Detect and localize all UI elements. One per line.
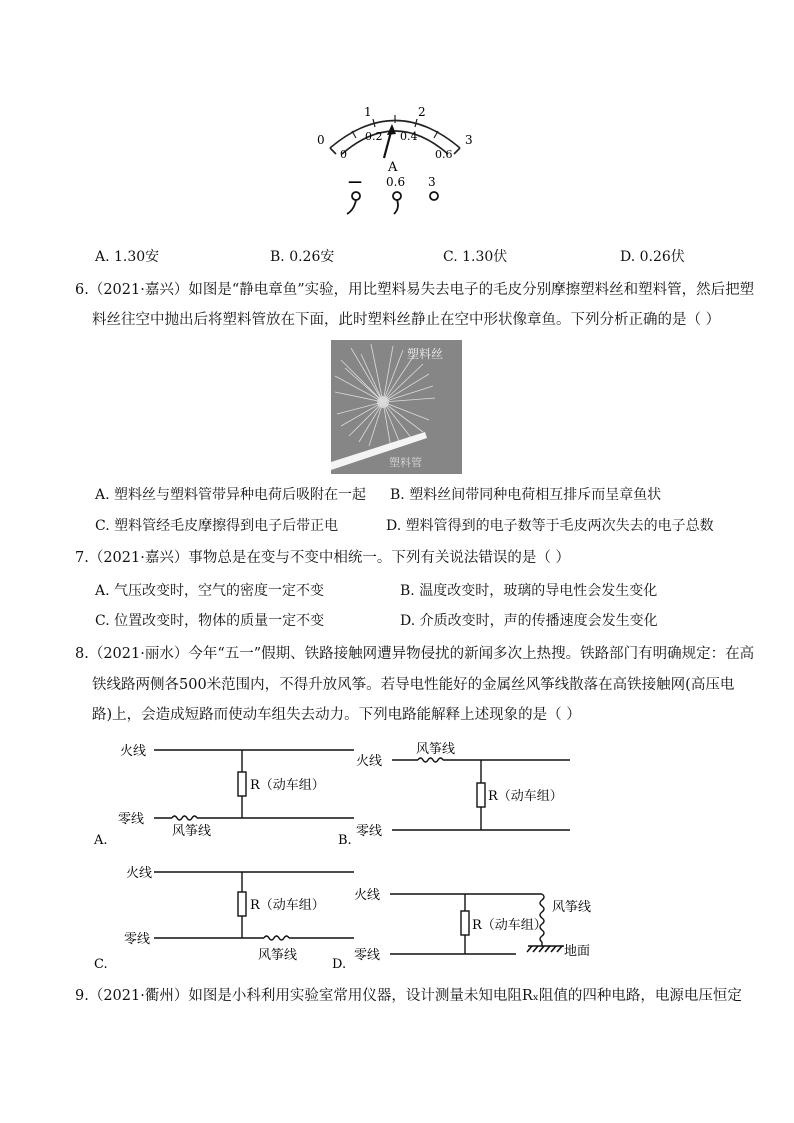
photo-label-plastic-thread: 塑料丝 — [407, 347, 444, 361]
q8-stem-line3: 路)上，会造成短路而使动车组失去动力。下列电路能解释上述现象的是（ ） — [92, 707, 581, 723]
circuit-a-live: 火线 — [120, 744, 147, 759]
circuit-d-live: 火线 — [354, 888, 381, 903]
circuit-a-neutral: 零线 — [118, 812, 145, 827]
q7-option-c[interactable]: C. 位置改变时，物体的质量一定不变 — [95, 613, 325, 629]
circuit-c-live: 火线 — [126, 866, 153, 881]
q8-stem-line1: 8.（2021·丽水）今年“五一”假期、铁路接触网遭异物侵扰的新闻多次上热搜。铁路部门有明确规定：在高 — [75, 646, 755, 662]
circuit-b — [336, 736, 576, 848]
q7-stem: 7.（2021·嘉兴）事物总是在变与不变中相统一。下列有关说法错误的是（ ） — [75, 550, 570, 566]
terminal-minus: — — [348, 174, 362, 190]
q9-stem-line1: 9.（2021·衢州）如图是小科利用实验室常用仪器，设计测量未知电阻Rₓ阻值的四种电路，电源电压恒定 — [75, 988, 742, 1004]
terminal-0-6: 0.6 — [386, 175, 406, 189]
bottom-scale-0: 0 — [340, 148, 347, 161]
circuit-c-resistor: R（动车组） — [250, 898, 325, 913]
q6-stem-line1: 6.（2021·嘉兴）如图是“静电章鱼”实验，用比塑料易失去电子的毛皮分别摩擦塑料丝和塑料管，然后把塑 — [75, 282, 755, 298]
q7-option-d[interactable]: D. 介质改变时，声的传播速度会发生变化 — [400, 613, 658, 629]
circuit-c-label: C. — [94, 957, 108, 972]
bottom-scale-2: 0.4 — [400, 130, 418, 143]
circuit-d-kite: 风筝线 — [552, 900, 592, 915]
top-scale-3: 3 — [465, 133, 473, 147]
circuit-b-neutral: 零线 — [356, 824, 383, 839]
meter-unit: A — [388, 160, 398, 175]
circuit-a — [92, 736, 362, 848]
ground-symbol — [527, 946, 564, 952]
q6-option-a[interactable]: A. 塑料丝与塑料管带异种电荷后吸附在一起 — [95, 487, 367, 503]
circuit-b-live: 火线 — [356, 754, 383, 769]
q6-option-b[interactable]: B. 塑料丝间带同种电荷相互排斥而呈章鱼状 — [390, 487, 662, 503]
circuit-d — [330, 870, 600, 974]
bottom-scale-1: 0.2 — [365, 130, 383, 143]
static-octopus-photo — [331, 340, 462, 474]
terminal-3: 3 — [428, 175, 436, 189]
q5-option-c[interactable]: C. 1.30伏 — [443, 249, 508, 265]
circuit-a-kite: 风筝线 — [172, 824, 212, 839]
circuit-a-label: A. — [94, 833, 108, 848]
top-scale-1: 1 — [364, 105, 372, 119]
circuit-d-ground: 地面 — [564, 944, 591, 959]
q5-option-b[interactable]: B. 0.26安 — [270, 249, 335, 265]
q8-stem-line2: 铁线路两侧各500米范围内，不得升放风筝。若导电性能好的金属丝风筝线散落在高铁接触网(高压电 — [92, 677, 735, 693]
q7-option-b[interactable]: B. 温度改变时，玻璃的导电性会发生变化 — [400, 583, 658, 599]
circuit-d-resistor: R（动车组） — [472, 918, 547, 933]
circuit-a-resistor: R（动车组） — [250, 778, 325, 793]
q6-stem-line2: 料丝往空中抛出后将塑料管放在下面，此时塑料丝静止在空中形状像章鱼。下列分析正确的是（ ） — [92, 312, 721, 328]
circuit-b-label: B. — [338, 833, 352, 848]
photo-label-plastic-tube: 塑料管 — [389, 456, 422, 469]
q7-option-a[interactable]: A. 气压改变时，空气的密度一定不变 — [95, 583, 325, 599]
q5-option-a[interactable]: A. 1.30安 — [95, 249, 160, 265]
top-scale-2: 2 — [418, 105, 426, 119]
q5-option-d[interactable]: D. 0.26伏 — [620, 249, 685, 265]
circuit-c-neutral: 零线 — [124, 932, 151, 947]
meter-pointer — [384, 124, 396, 158]
circuit-c — [92, 858, 362, 974]
top-scale-0: 0 — [317, 133, 325, 147]
circuit-d-label: D. — [332, 957, 347, 972]
q6-option-c[interactable]: C. 塑料管经毛皮摩擦得到电子后带正电 — [95, 518, 339, 534]
ammeter-figure — [300, 98, 490, 228]
bottom-scale-3: 0.6 — [435, 148, 453, 161]
q6-option-d[interactable]: D. 塑料管得到的电子数等于毛皮两次失去的电子总数 — [386, 518, 714, 534]
circuit-b-resistor: R（动车组） — [488, 789, 563, 804]
circuit-d-neutral: 零线 — [354, 948, 381, 963]
circuit-c-kite: 风筝线 — [258, 948, 298, 963]
circuit-b-kite: 风筝线 — [416, 742, 456, 757]
